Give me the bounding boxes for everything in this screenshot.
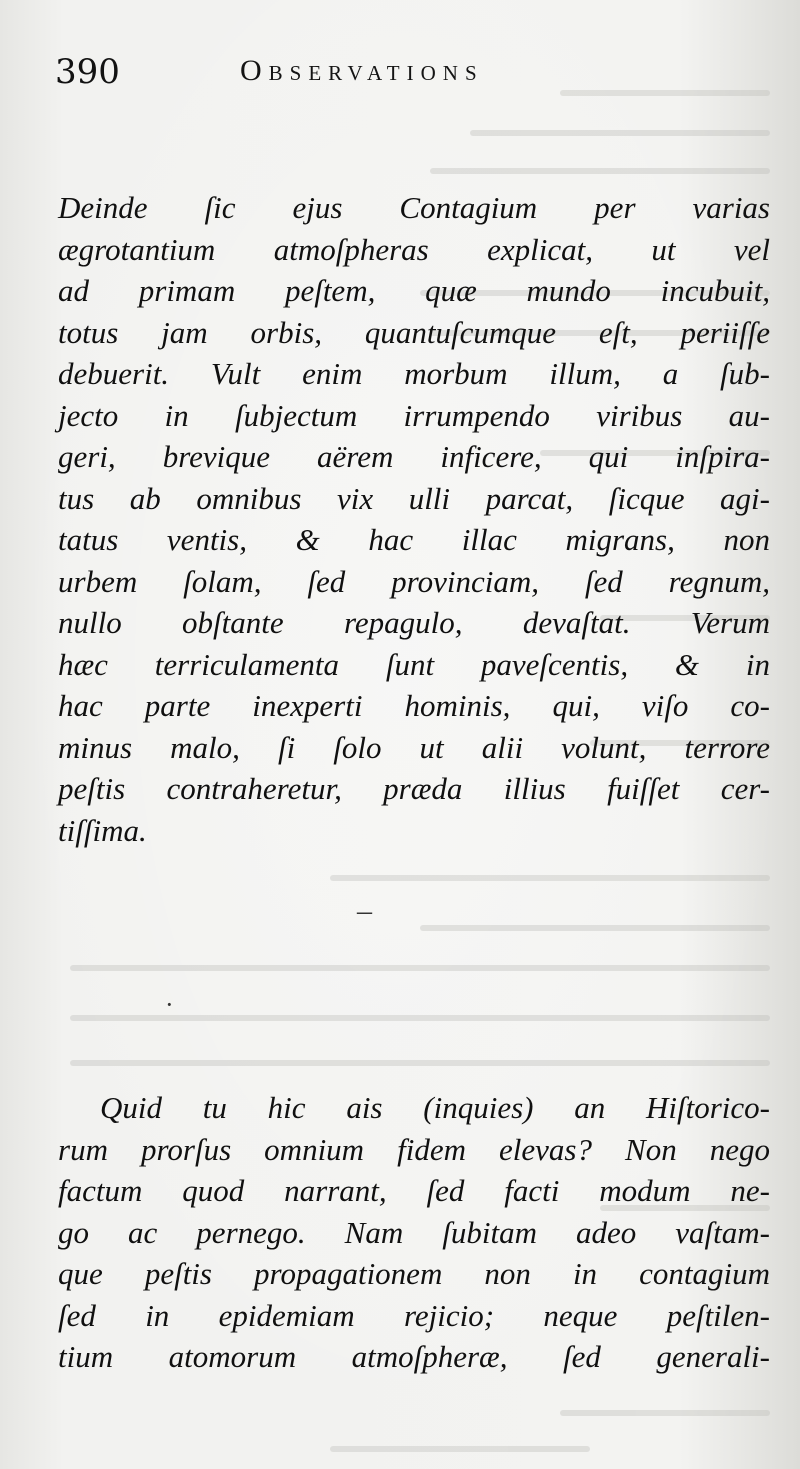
text-line: nullo obſtante repagulo, devaſtat. Verum xyxy=(58,605,770,640)
paragraph-2 xyxy=(58,1087,770,1378)
text-line: totus jam orbis, quantuſcumque eſt, periiſſe xyxy=(58,314,770,350)
paragraph-1 xyxy=(58,187,770,851)
text-line: que peſtis propagationem non in contagium xyxy=(58,1256,770,1291)
text-line: tatus ventis, & hac illac migrans, non xyxy=(58,522,770,557)
text-line: debuerit. Vult enim morbum illum, a ſub- xyxy=(58,356,770,391)
running-head: Observations xyxy=(240,54,484,87)
text-line: ad primam peſtem, quæ mundo incubuit, xyxy=(58,273,770,308)
text-line: tiſſima. xyxy=(58,812,147,848)
text-line: peſtis contraheretur, præda illius fuiſſet cer- xyxy=(58,771,770,806)
text-line: geri, brevique aërem inficere, qui inſpira- xyxy=(58,439,770,474)
text-line: tium atomorum atmoſpheræ, ſed generali- xyxy=(58,1339,770,1374)
text-line: minus malo, ſi ſolo ut alii volunt, terrore xyxy=(58,729,770,765)
text-line: Quid tu hic ais (inquies) an Hiſtorico- xyxy=(100,1090,770,1125)
page-number: 390 xyxy=(55,52,120,92)
text-line: jecto in ſubjectum irrumpendo viribus au- xyxy=(58,397,770,433)
ornament-dot: · xyxy=(165,990,174,1019)
text-line: hæc terriculamenta ſunt paveſcentis, & in xyxy=(58,646,770,682)
text-line: ægrotantium atmoſpheras explicat, ut vel xyxy=(58,231,770,267)
text-line: rum prorſus omnium fidem elevas? Non nego xyxy=(58,1131,770,1167)
text-line: tus ab omnibus vix ulli parcat, ſicque agi- xyxy=(58,480,770,516)
text-line: urbem ſolam, ſed provinciam, ſed regnum, xyxy=(58,563,770,599)
text-line: go ac pernego. Nam ſubitam adeo vaſtam- xyxy=(58,1214,770,1250)
ornament-dash: – xyxy=(357,894,372,927)
text-line: hac parte inexperti hominis, qui, viſo co- xyxy=(58,688,770,723)
text-line: factum quod narrant, ſed facti modum ne- xyxy=(58,1173,770,1208)
text-line: Deinde ſic ejus Contagium per varias xyxy=(58,190,770,225)
text-line: ſed in epidemiam rejicio; neque peſtilen- xyxy=(58,1297,770,1333)
